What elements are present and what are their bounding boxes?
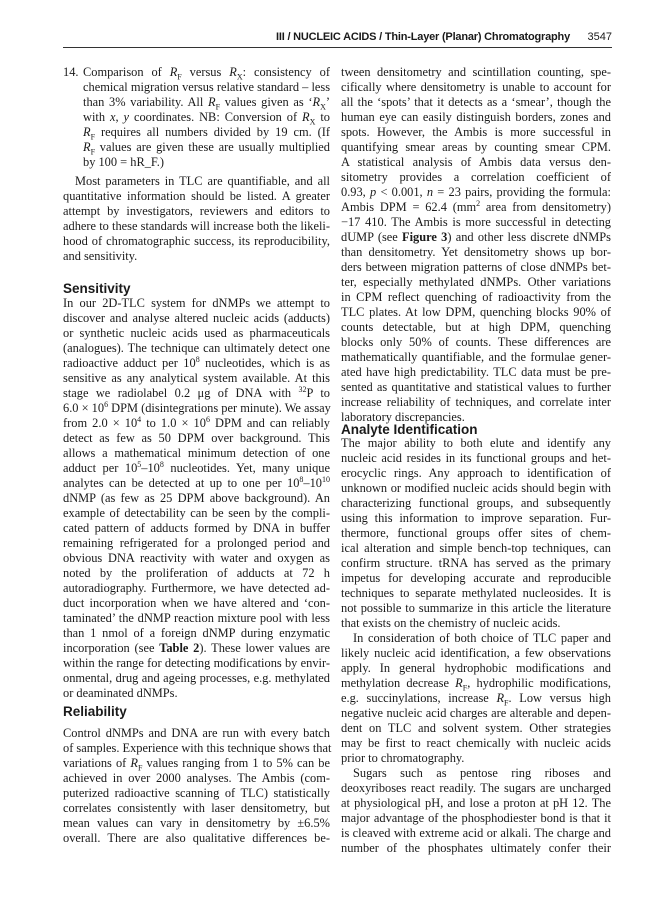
text-line: or synthetic nucleic acids used as pharmaceuticals [63,326,330,340]
page-number: 3547 [587,31,612,43]
text-line: quantifying smear areas by counting smear CPM. [341,140,611,154]
list-number: 14. [63,65,79,79]
text-line: not possible to summarize in this article the literature [341,601,611,615]
text-line: using this information to improve separation. Fur- [341,511,611,525]
text-line: apply. In general hydrophobic modifications and [341,661,611,675]
text-line: that exists on the chemistry of nucleic acids. [341,616,561,630]
text-line: obvious DNA reactivity with water and oxygen as [63,551,330,565]
text-line: impetus for developing accurate and reproducible [341,571,611,585]
text-line: cifically where densitometry is unable to account for [341,80,611,94]
text-line: $R_F$ requires all numbers divided by 19 cm. (If [83,125,330,142]
text-line: tween densitometry and scintillation counting, spe- [341,65,611,79]
text-line: by 100 = hR_F.) [83,155,165,169]
text-line: is cleaved with extreme acid or alkali. The charge and [341,826,611,840]
text-line: from $2.0 \times 10^4$ to $1.0 \times 10^6$ DPM and can reliably [63,414,330,430]
heading-analyte-identification: Analyte Identification [341,422,478,437]
text-line: adduct per $10^5-10^8$ nucleotides. Yet, many unique [63,459,330,475]
text-line: thermore, functional groups offer sites of chem- [341,526,611,540]
paragraph-intro [63,174,330,264]
text-line: of samples. Experience with this technique shows that [63,741,332,755]
text-line: characterizing functional groups, and subsequently [341,496,611,510]
paragraph-analyte-3 [341,766,611,856]
text-line: major advantage of the phosphodiester bond is that it [341,811,611,825]
text-line: cated pattern of adducts formed by DNA in buffer [63,521,330,535]
text-line: sented as quantitative and statistical values to further [341,380,611,394]
text-line: than 3% variability. All $R_F$ values given as ‘$R_X$’ [83,95,330,112]
text-line: negative nucleic acid charges are alterable and depen- [341,706,611,720]
text-line: human eye can easily distinguish borders, zones and [341,110,611,124]
text-line: in CPM reflect quenching of radioactivity from the [341,290,611,304]
text-line: sitometry provides a correlation coefficient of [341,170,611,184]
list-item-14 [63,65,330,170]
text-line: dent on TLC and solvent system. Other strategies [341,721,611,735]
text-line: In our 2D-TLC system for dNMPs we attempt to [63,296,330,310]
text-line: correlates consistently with laser densitometry, but [63,801,330,815]
text-line: chemical migration versus relative standard – less [83,80,331,94]
text-line: and sensitivity. [63,249,138,263]
text-line: counts detectable, but at high DPM, quenching [341,320,611,334]
text-line: adhere to these standards will increase both the likeli- [63,219,330,233]
heading-sensitivity: Sensitivity [63,281,131,296]
running-header [63,30,612,46]
text-line: erocyclic rings. Any approach to identification of [341,466,611,480]
text-line: ter, especially methylated dNMPs. Other variations [341,275,611,289]
text-line: Control dNMPs and DNA are run with every batch [63,726,330,740]
text-line: confirm structure. tRNA has served as the primary [341,556,611,570]
text-line: spots. However, the Ambis is more successful in [341,125,611,139]
text-line: than 1 nmol of a foreign dNMP during enzymatic [63,626,330,640]
text-line: with x, y coordinates. NB: Conversion of $R_X$ to [83,110,330,127]
paragraph-reliability [63,726,330,846]
text-line: likely nucleic acid identification, a few observations [341,646,611,660]
text-line: than densitometry. Yet densitometry shows up bor- [341,245,611,259]
paragraph-sensitivity [63,296,330,701]
text-line: mean values can vary in densitometry by ±6.5% [63,816,330,830]
text-line: A statistical analysis of Ambis data versus den- [341,155,611,169]
text-line: may be first to react chemically with nucleic acids [341,736,611,750]
text-line: achieved in over 2000 analyses. The Ambis (com- [63,771,330,785]
paragraph-analyte-2 [341,631,611,766]
text-line: hood of chromatographic success, its reproducibility, [63,234,330,248]
header-rule [63,47,612,48]
text-line: within the range for detecting modifications by envir- [63,656,330,670]
text-line: number of the phosphates ultimately confer their [341,841,611,855]
text-line: remaining refrigerated for a prolonged period and [63,536,330,550]
text-line: In consideration of both choice of TLC paper and [353,631,611,645]
text-line: noted by the proliferation of adducts at 72 h [63,566,330,580]
text-line: discover and analyse altered nucleic acids (adducts) [63,311,330,325]
text-line: sensitive as any analytical system available. At this [63,371,330,385]
text-line: ated have high predictability. TLC data must be pre- [341,365,611,379]
text-line: (analogues). The technique can ultimately detect one [63,341,330,355]
text-line: all the ‘spots’ that it detects as a ‘smear’, though the [341,95,611,109]
text-line: deoxyriboses react readily. The sugars are uncharged [341,781,611,795]
paragraph-analyte-1 [341,436,611,631]
running-title: III / NUCLEIC ACIDS / Thin-Layer (Planar) Chromatography [276,31,570,43]
text-line: unknown or modified nucleic acids should begin with [341,481,611,495]
text-line: methylation decrease $R_F$, hydrophilic modifications, [341,676,611,693]
text-line: prior to chromatography. [341,751,465,765]
text-line: or deaminated dNMPs. [63,686,178,700]
text-line: puterized radioactive scanning of TLC) statistically [63,786,330,800]
text-line: attempt by investigators, reviewers and editors to [63,204,330,218]
text-line: allows a mathematical minimum detection of one [63,446,330,460]
text-line: nucleic acid resides in its functional groups and het- [341,451,611,465]
text-line: $6.0 \times 10^6$ DPM (disintegrations per minute). We assay [63,399,331,415]
text-line: dUMP (see Figure 3) and other less discrete dNMPs [341,230,612,244]
text-line: blocks only 50% of counts. These differences are [341,335,611,349]
paragraph-continued [341,65,611,425]
text-line: stage we radiolabel 0.2 μg of DNA with $^{32}$P to [63,384,330,400]
text-line: ical alteration and simple bench-top techniques, can [341,541,611,555]
text-line: duct incorporation when we have altered and ‘con- [63,596,330,610]
text-line: Comparison of $R_F$ versus $R_X$: consistency of [83,65,330,82]
text-line: detect as few as 50 DPM over background. This [63,431,330,445]
heading-reliability: Reliability [63,704,127,719]
text-line: The major ability to both elute and identify any [341,436,611,450]
text-line: laboratory discrepancies. [341,410,465,424]
text-line: onmental, drug and ageing processes, e.g. methylated [63,671,330,685]
text-line: techniques to separate methylated nucleosides. It is [341,586,611,600]
text-line: dNMP (as few as 25 DPM above background). An [63,491,330,505]
text-line: increase reliability of techniques, and correlate inter [341,395,611,409]
list-item-text [83,65,330,170]
text-line: ders between migration patterns of close dNMPs bet- [341,260,611,274]
text-line: example of detectability can be seen by the compli- [63,506,330,520]
text-line: Ambis DPM = 62.4 ($mm^2$ area from densitometry) [341,198,611,214]
text-line: at physiological pH, and lose a proton at pH 12. The [341,796,611,810]
text-line: incorporation (see Table 2). These lower values are [63,641,330,655]
text-line: TLC plates. At low DPM, quenching blocks 90% of [341,305,611,319]
text-line: overall. There are also qualitative differences be- [63,831,330,845]
text-line: taminated’ the dNMP reaction mixture pool with less [63,611,330,625]
text-line: analytes can be detected at up to one per $10^8-10^{10}$ [63,474,330,490]
text-line: e.g. succinylations, increase $R_F$. Low versus high [341,691,611,708]
text-line: Most parameters in TLC are quantifiable, and all [75,174,330,188]
text-line: Sugars such as pentose ring riboses and [353,766,611,780]
analyte-section [341,436,611,856]
text-line: autoradiography. Furthermore, we have detected ad- [63,581,330,595]
text-line: radioactive adduct per $10^8$ nucleotides, which is as [63,354,330,370]
text-line: −17 410. The Ambis is more successful in detecting [341,215,611,229]
text-line: variations of $R_F$ values ranging from 1 to 5% can be [63,756,330,773]
text-line: 0.93, p < 0.001, n = 23 pairs, providing the formula: [341,185,611,199]
text-line: $R_F$ values are given these are usually multiplied [83,140,330,157]
text-line: quantitative information should be listed. A greater [63,189,330,203]
text-line: mathematically quantifiable, and the formulae gener- [341,350,611,364]
